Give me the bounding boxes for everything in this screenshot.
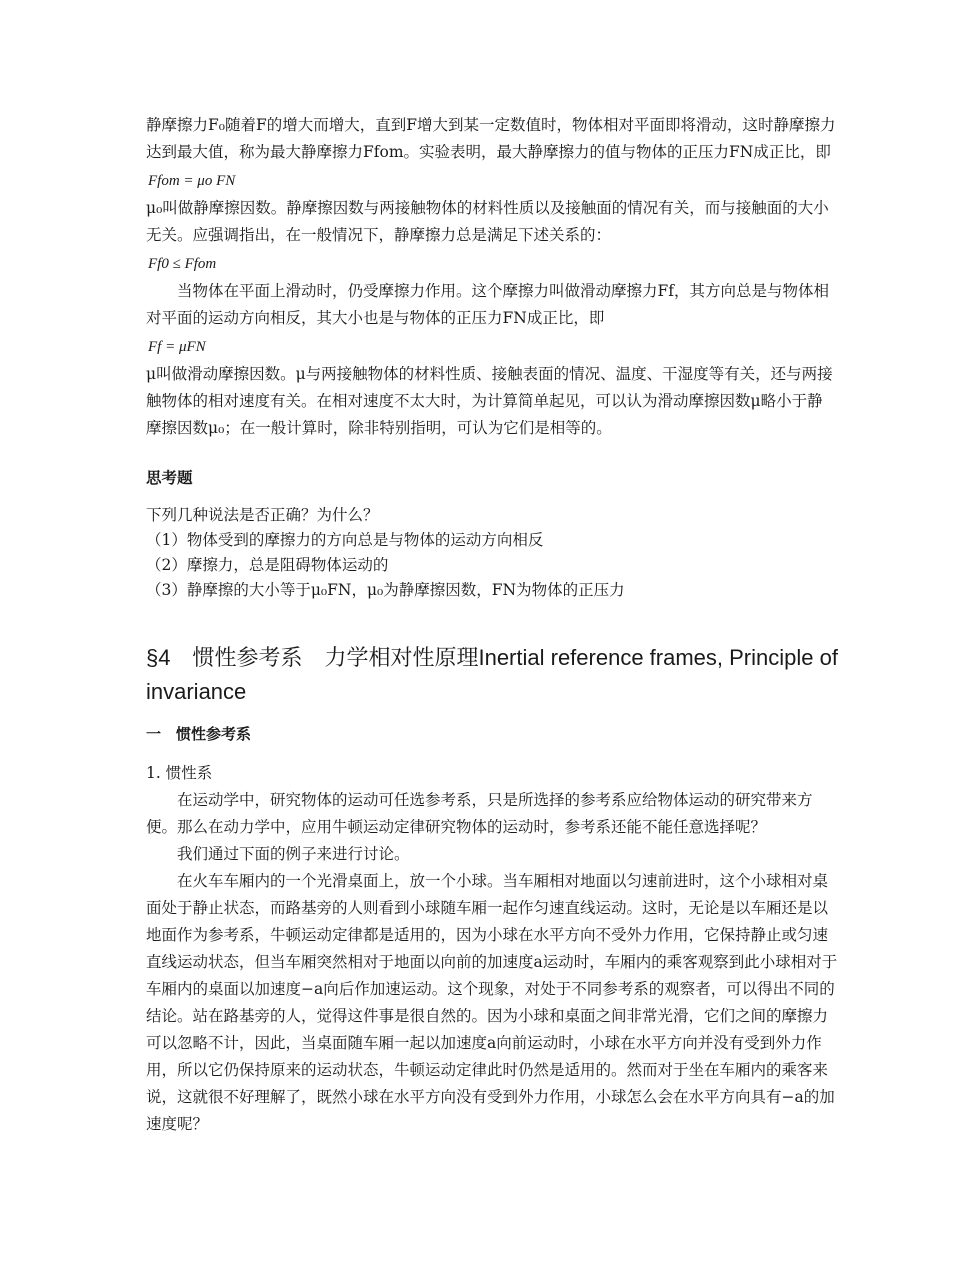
paragraph-static-coefficient: μ₀叫做静摩擦因数。静摩擦因数与两接触物体的材料性质以及接触面的情况有关，而与接触面的大小无关。应强调指出，在一般情况下，静摩擦力总是满足下述关系的： [146, 199, 829, 244]
sub-heading: 一 惯性参考系 [146, 726, 252, 743]
think-item: （3）静摩擦的大小等于μ₀FN，μ₀为静摩擦因数，FN为物体的正压力 [146, 581, 625, 599]
item-heading: 1. 惯性系 [146, 764, 213, 782]
paragraph-static-friction: 静摩擦力F₀随着F的增大而增大，直到F增大到某一定数值时，物体相对平面即将滑动，这时静摩擦力达到最大值，称为最大静摩擦力Ffom。实验表明，最大静摩擦力的值与物体的正压力FN成正比，即 [146, 116, 836, 161]
paragraph-sliding-coefficient: μ叫做滑动摩擦因数。μ与两接触物体的材料性质、接触表面的情况、温度、干湿度等有关，还与两接触物体的相对速度有关。在相对速度不太大时，为计算简单起见，可以认为滑动摩擦因数μ略小于静摩擦因数μ₀；在一般计算时，除非特别指明，可认为它们是相等的。 [146, 365, 833, 437]
formula-sliding-friction: Ff = μFN [148, 339, 206, 355]
formula-static-inequality: Ff0 ≤ Ffom [148, 256, 217, 272]
think-item: （1）物体受到的摩擦力的方向总是与物体的运动方向相反 [146, 531, 544, 549]
paragraph-train-example: 在火车车厢内的一个光滑桌面上，放一个小球。当车厢相对地面以匀速前进时，这个小球相对桌面处于静止状态，而路基旁的人则看到小球随车厢一起作匀速直线运动。这时，无论是以车厢还是以地面作为参考系，牛顿运动定律都是适用的，因为小球在水平方向不受外力作用，它保持静止或匀速直线运动状态，但当车厢突然相对于地面以向前的加速度a运动时，车厢内的乘客观察到此小球相对于车厢内的桌面以加速度−a向后作加速运动。这个现象，对处于不同参考系的观察者，可以得出不同的结论。站在路基旁的人，觉得这件事是很自然的。因为小球和桌面之间非常光滑，它们之间的摩擦力可以忽略不计，因此，当桌面随车厢一起以加速度a向前运动时，小球在水平方向并没有受到外力作用，所以它仍保持原来的运动状态，牛顿运动定律此时仍然是适用的。然而对于坐在车厢内的乘客来说，这就很不好理解了，既然小球在水平方向没有受到外力作用，小球怎么会在水平方向具有−a的加速度呢？ [146, 872, 838, 1133]
think-title: 思考题 [146, 468, 193, 487]
think-item: （2）摩擦力，总是阻碍物体运动的 [146, 556, 389, 574]
formula-max-static-friction: Ffom = μo FN [148, 173, 236, 189]
paragraph-kinematics: 在运动学中，研究物体的运动可任选参考系，只是所选择的参考系应给物体运动的研究带来方便。那么在动力学中，应用牛顿运动定律研究物体的运动时，参考系还能不能任意选择呢？ [146, 791, 813, 836]
think-list [146, 503, 838, 603]
document-page [146, 112, 838, 1138]
section-title: §4 惯性参考系 力学相对性原理Inertial reference frames, Principle of invariance [146, 645, 838, 704]
paragraph-sliding-friction: 当物体在平面上滑动时，仍受摩擦力作用。这个摩擦力叫做滑动摩擦力Ff，其方向总是与物体相对平面的运动方向相反，其大小也是与物体的正压力FN成正比，即 [146, 282, 829, 327]
think-intro: 下列几种说法是否正确？为什么？ [146, 506, 379, 524]
paragraph-example-intro: 我们通过下面的例子来进行讨论。 [177, 845, 410, 863]
